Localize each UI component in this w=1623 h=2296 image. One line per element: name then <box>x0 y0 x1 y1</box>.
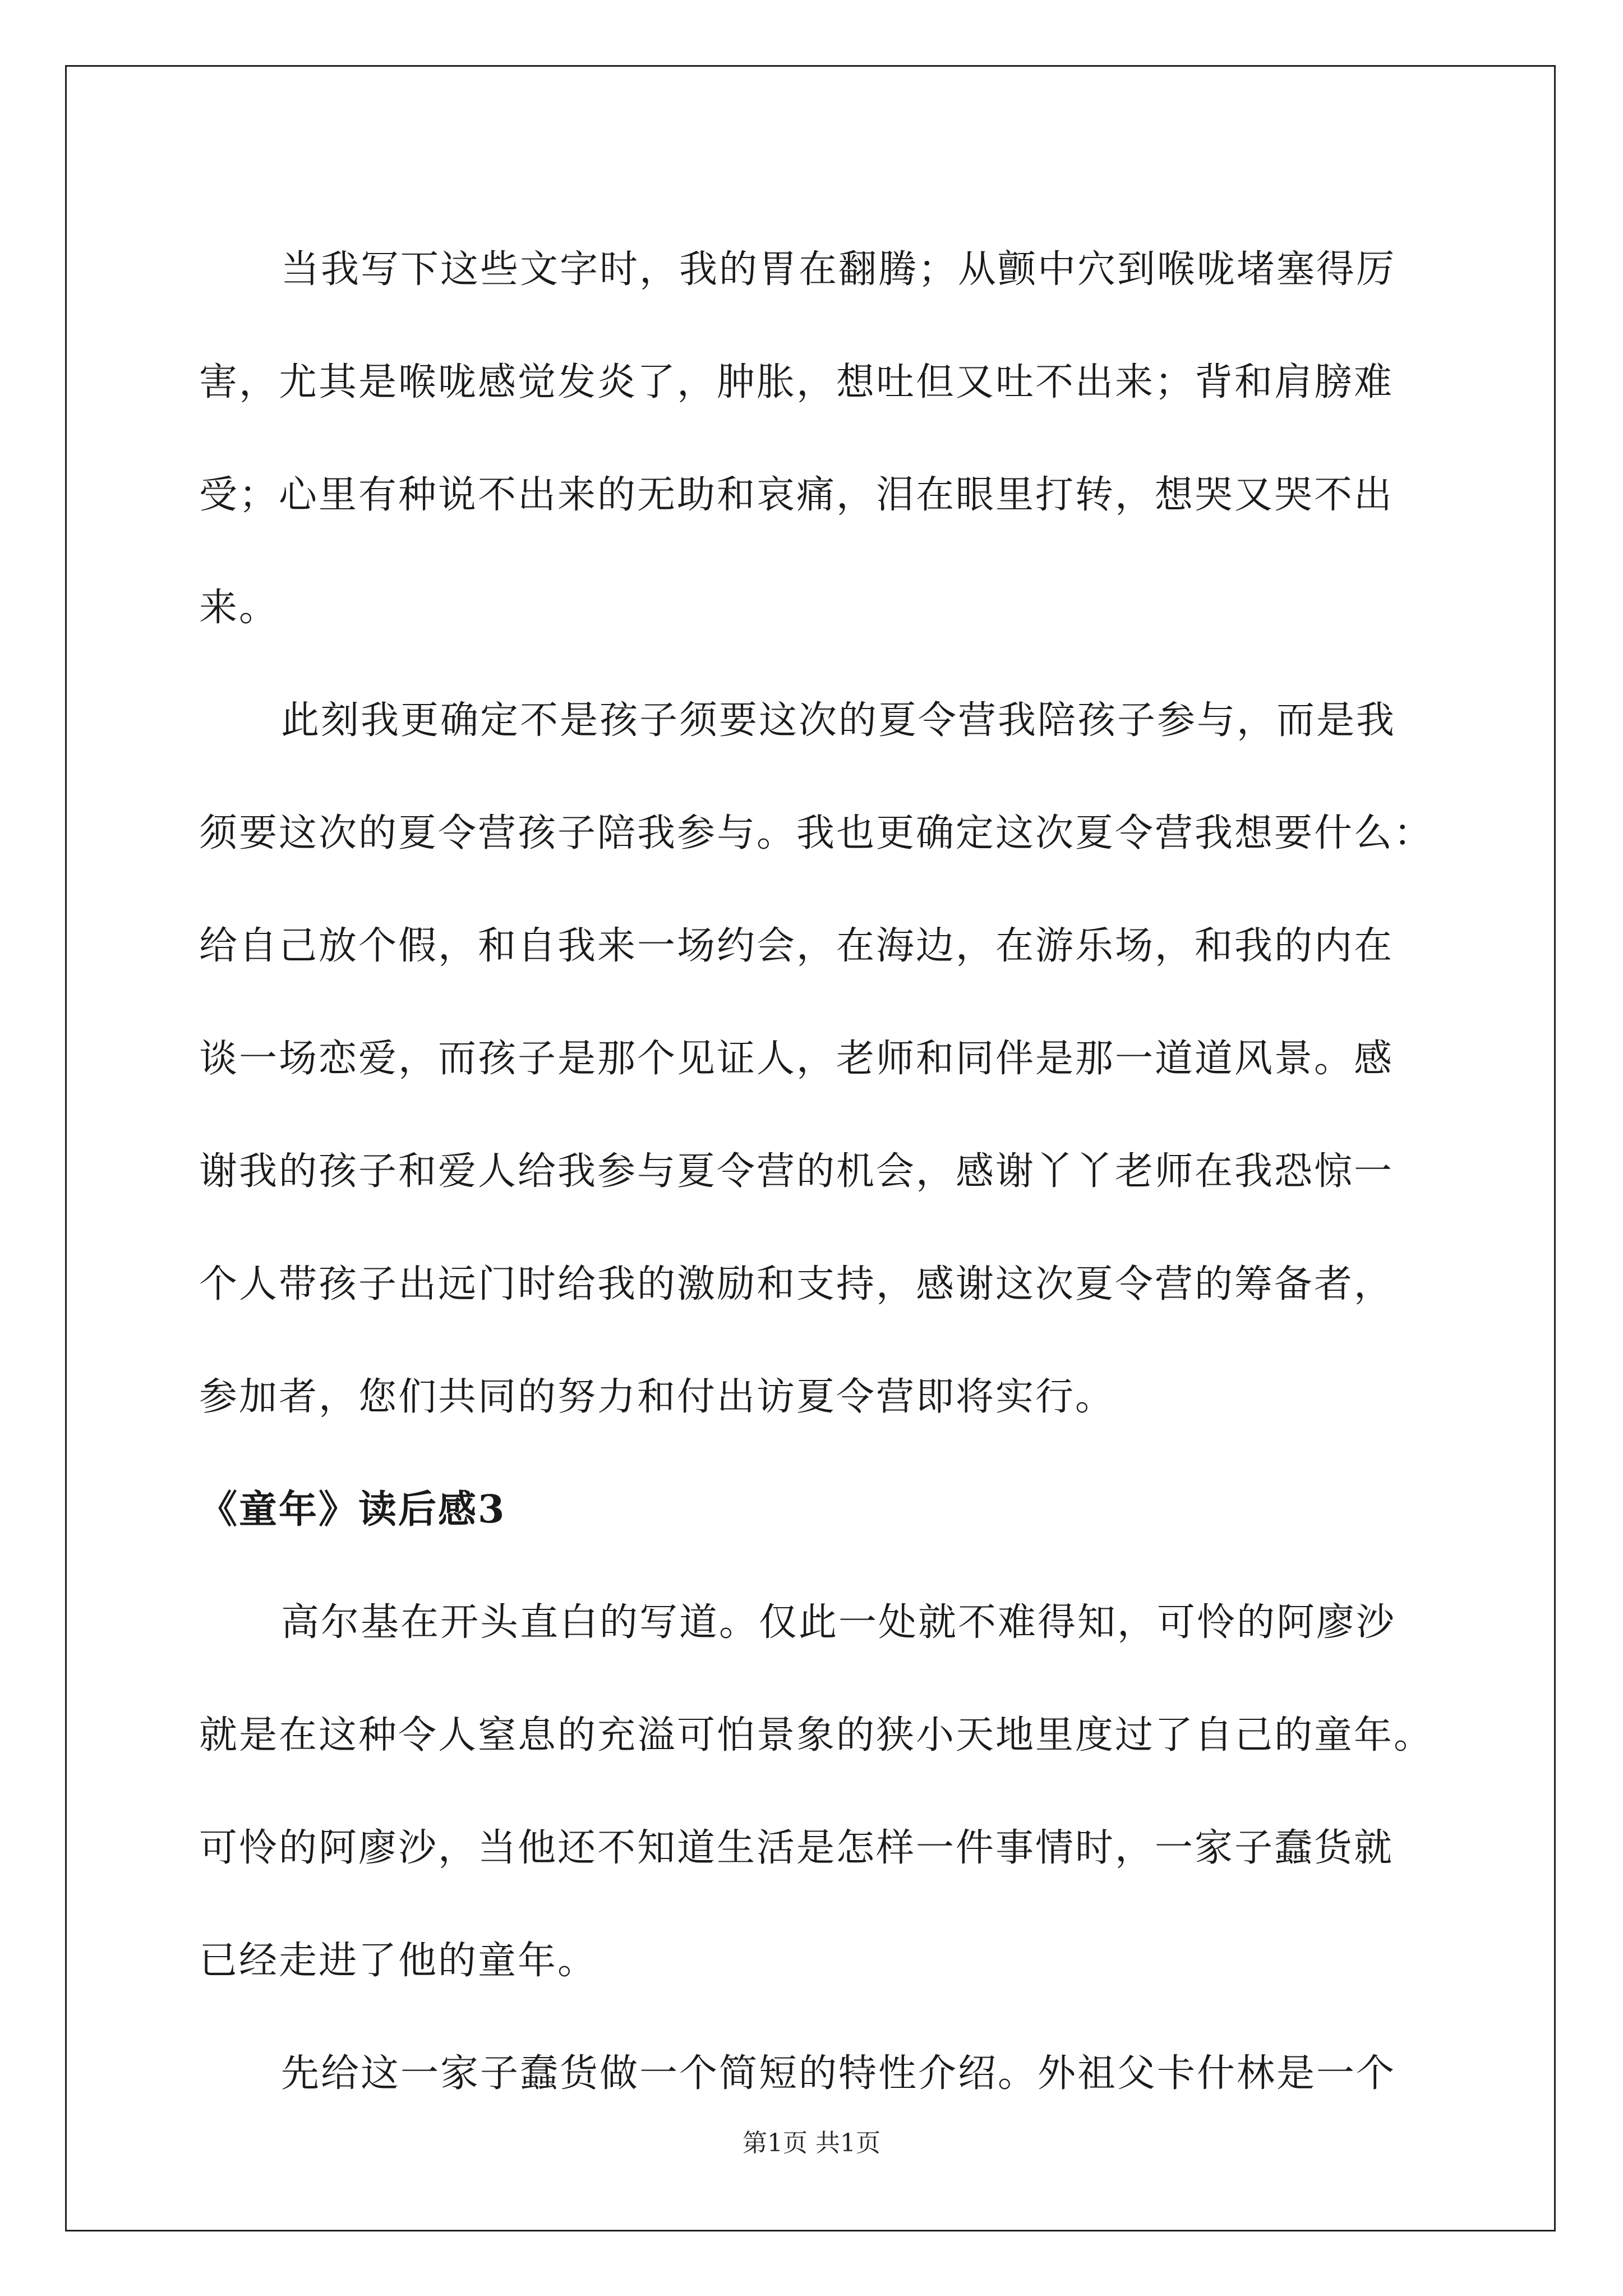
text-line: 害，尤其是喉咙感觉发炎了，肿胀，想吐但又吐不出来；背和肩膀难 <box>199 360 1394 404</box>
text-line: 谈一场恋爱，而孩子是那个见证人，老师和同伴是那一道道风景。感 <box>199 1037 1394 1081</box>
text-line: 个人带孩子出远门时给我的激励和支持，感谢这次夏令营的筹备者， <box>199 1262 1394 1306</box>
text-line: 先给这一家子蠢货做一个简短的特性介绍。外祖父卡什林是一个 <box>281 2051 1396 2096</box>
text-line: 受；心里有种说不出来的无助和哀痛，泪在眼里打转，想哭又哭不出 <box>199 473 1394 517</box>
paragraph-4 <box>199 2017 1433 2130</box>
text-line: 可怜的阿廖沙，当他还不知道生活是怎样一件事情时，一家子蠢货就 <box>199 1826 1394 1870</box>
text-line: 谢我的孩子和爱人给我参与夏令营的机会，感谢丫丫老师在我恐惊一 <box>199 1149 1394 1194</box>
text-line: 参加者，您们共同的努力和付出访夏令营即将实行。 <box>199 1375 1115 1419</box>
page-footer: 第1页 共1页 <box>743 2129 880 2157</box>
text-line: 高尔基在开头直白的写道。仅此一处就不难得知，可怜的阿廖沙 <box>281 1600 1396 1645</box>
section-heading: 《童年》读后感3 <box>199 1487 506 1532</box>
text-line: 就是在这种令人窒息的充溢可怕景象的狭小天地里度过了自己的童年。 <box>199 1713 1434 1757</box>
document-body <box>199 213 1433 2130</box>
text-line: 来。 <box>199 586 279 630</box>
paragraph-3 <box>199 1566 1433 2017</box>
text-line: 须要这次的夏令营孩子陪我参与。我也更确定这次夏令营我想要什么： <box>199 811 1434 855</box>
paragraph-2 <box>199 664 1433 1453</box>
text-line: 当我写下这些文字时，我的胃在翻腾；从颤中穴到喉咙堵塞得厉 <box>281 247 1396 292</box>
paragraph-1 <box>199 213 1433 664</box>
text-line: 已经走进了他的童年。 <box>199 1939 598 1983</box>
text-line: 给自己放个假，和自我来一场约会，在海边，在游乐场，和我的内在 <box>199 924 1394 968</box>
text-line: 此刻我更确定不是孩子须要这次的夏令营我陪孩子参与，而是我 <box>281 698 1396 743</box>
